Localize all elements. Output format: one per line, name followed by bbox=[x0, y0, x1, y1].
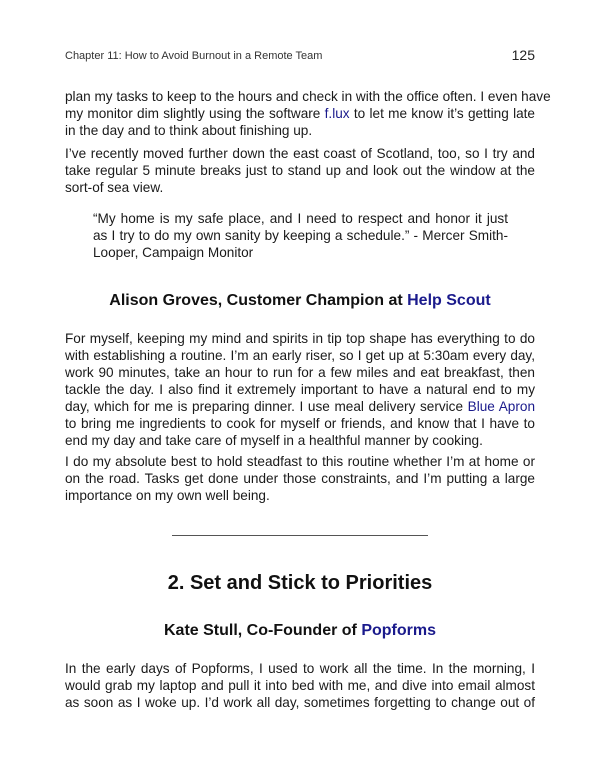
text-line: I’ve recently moved further down the east coast of Scotland, too, so I try and bbox=[65, 146, 535, 161]
text-line: I do my absolute best to hold steadfast to this routine whether I’m at home or bbox=[65, 454, 535, 469]
text-line: In the early days of Popforms, I used to work all the time. In the morning, I bbox=[65, 661, 535, 676]
text-line: as soon as I woke up. I’d work all day, sometimes forgetting to change out of bbox=[65, 695, 535, 710]
text-line: to bring me ingredients to cook for myself or friends, and know that I have to bbox=[65, 416, 535, 431]
paragraph-5 bbox=[65, 660, 535, 711]
text-line: For myself, keeping my mind and spirits in tip top shape has everything to do bbox=[65, 331, 535, 346]
heading-text: Alison Groves, Customer Champion at bbox=[109, 292, 408, 309]
text-line: Looper, Campaign Monitor bbox=[93, 245, 254, 260]
text-line: on the road. Tasks get done under those constraints, and I’m putting a large bbox=[65, 471, 535, 486]
text-line: with establishing a routine. I’m an early riser, so I get up at 5:30am every day, bbox=[65, 348, 535, 363]
section-heading: 2. Set and Stick to Priorities bbox=[167, 572, 433, 594]
text: my monitor dim slightly using the software bbox=[65, 106, 325, 121]
running-header: Chapter 11: How to Avoid Burnout in a Remote Team bbox=[65, 50, 323, 62]
blue-apron-link[interactable]: Blue Apron bbox=[467, 399, 535, 414]
flux-link[interactable]: f.lux bbox=[324, 106, 350, 121]
text-line bbox=[65, 398, 535, 415]
subheading-alison-groves bbox=[0, 292, 600, 310]
text-line: sort-of sea view. bbox=[65, 180, 164, 195]
text: day, which for me is preparing dinner. I use meal delivery service bbox=[65, 399, 468, 414]
text-line: as I try to do my own sanity by keeping a schedule.” - Mercer Smith- bbox=[93, 228, 508, 243]
text-line: tackle the day. I also find it extremely important to have a natural end to my bbox=[65, 382, 535, 397]
section-divider bbox=[172, 535, 428, 536]
text-line: work 90 minutes, take an hour to run for a few miles and eat breakfast, then bbox=[65, 365, 535, 380]
blockquote bbox=[93, 210, 508, 261]
text-line: “My home is my safe place, and I need to respect and honor it just bbox=[93, 211, 508, 226]
text-line: end my day and take care of myself in a healthful manner by cooking. bbox=[65, 433, 483, 448]
text-line: in the day and to think about finishing up. bbox=[65, 123, 313, 138]
subheading-kate-stull bbox=[0, 622, 600, 640]
text: to let me know it’s getting late bbox=[349, 106, 535, 121]
text-line: importance on my own well being. bbox=[65, 488, 270, 503]
text-line: would grab my laptop and pull it into bed with me, and dive into email almost bbox=[65, 678, 535, 693]
paragraph-4 bbox=[65, 453, 535, 504]
text-line bbox=[65, 105, 535, 122]
paragraph-3 bbox=[65, 330, 535, 449]
heading-text: Kate Stull, Co-Founder of bbox=[164, 622, 362, 639]
page-number: 125 bbox=[511, 47, 535, 63]
text-line: plan my tasks to keep to the hours and check in with the office often. I even have bbox=[65, 89, 551, 104]
paragraph-2 bbox=[65, 145, 535, 196]
paragraph-1 bbox=[65, 88, 551, 139]
popforms-link[interactable]: Popforms bbox=[361, 622, 436, 639]
text-line: take regular 5 minute breaks just to stand up and look out the window at the bbox=[65, 163, 535, 178]
help-scout-link[interactable]: Help Scout bbox=[407, 292, 491, 309]
